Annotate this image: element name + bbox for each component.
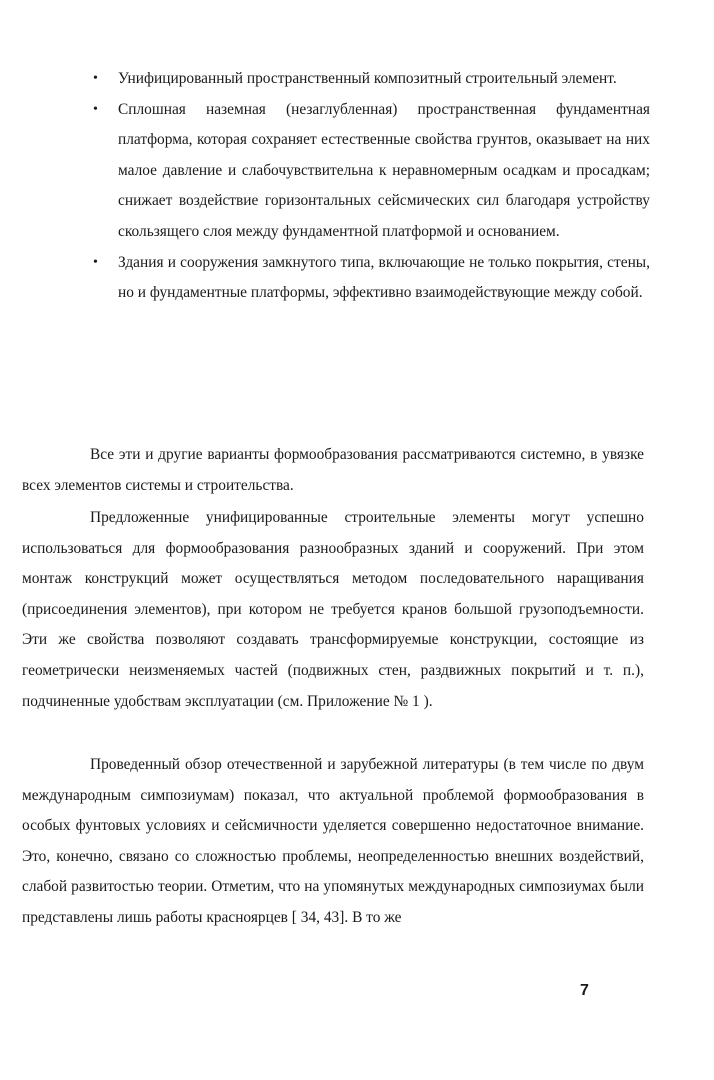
bullet-list (90, 64, 650, 309)
bullet-item (90, 64, 650, 95)
bullet-item (90, 95, 650, 248)
bullet-text: Унифицированный пространственный композитный строительный элемент. (118, 70, 617, 87)
bullet-item (90, 248, 650, 309)
paragraph: Проведенный обзор отечественной и зарубежной литературы (в тем числе по двум международным симпозиумам) показал, что актуальной проблемой формообразования в особых фунтовых условиях и сейсмичности уделяется совершенно недостаточное внимание. Это, конечно, связано со сложностью проблемы, неопределенностью внешних воздействий, слабой развитостью теории. Отметим, что на упомянутых международных симпозиумах были представлены лишь работы красноярцев [ 34, 43]. В то же (22, 756, 644, 926)
bullet-icon: • (93, 254, 98, 270)
bullet-icon: • (93, 101, 98, 117)
page-number: 7 (580, 982, 589, 999)
bullet-text: Сплошная наземная (незаглубленная) пространственная фундаментная платформа, которая сохраняет естественные свойства грунтов, оказывает на них малое давление и слабочувствительна к неравномерным осадкам и просадкам; снижает воздействие горизонтальных сейсмических сил благодаря устройству скользящего слоя между фундаментной платформой и основанием. (118, 100, 650, 240)
paragraph: Предложенные унифицированные строительные элементы могут успешно использоваться для формообразования разнообразных зданий и сооружений. При этом монтаж конструкций может осуществляться методом последовательного наращивания (присоединения элементов), при котором не требуется кранов большой грузоподъемности. Эти же свойства позволяют создавать трансформируемые конструкции, состоящие из геометрически неизменяемых частей (подвижных стен, раздвижных покрытий и т. п.), подчиненные удобствам эксплуатации (см. Приложение № 1 ). (22, 509, 644, 710)
bullet-text: Здания и сооружения замкнутого типа, включающие не только покрытия, стены, но и фундаментные платформы, эффективно взаимодействующие между собой. (118, 253, 650, 302)
bullet-icon: • (93, 71, 98, 86)
paragraph: Все эти и другие варианты формообразования рассматриваются системно, в увязке всех элементов системы и строительства. (22, 446, 644, 494)
